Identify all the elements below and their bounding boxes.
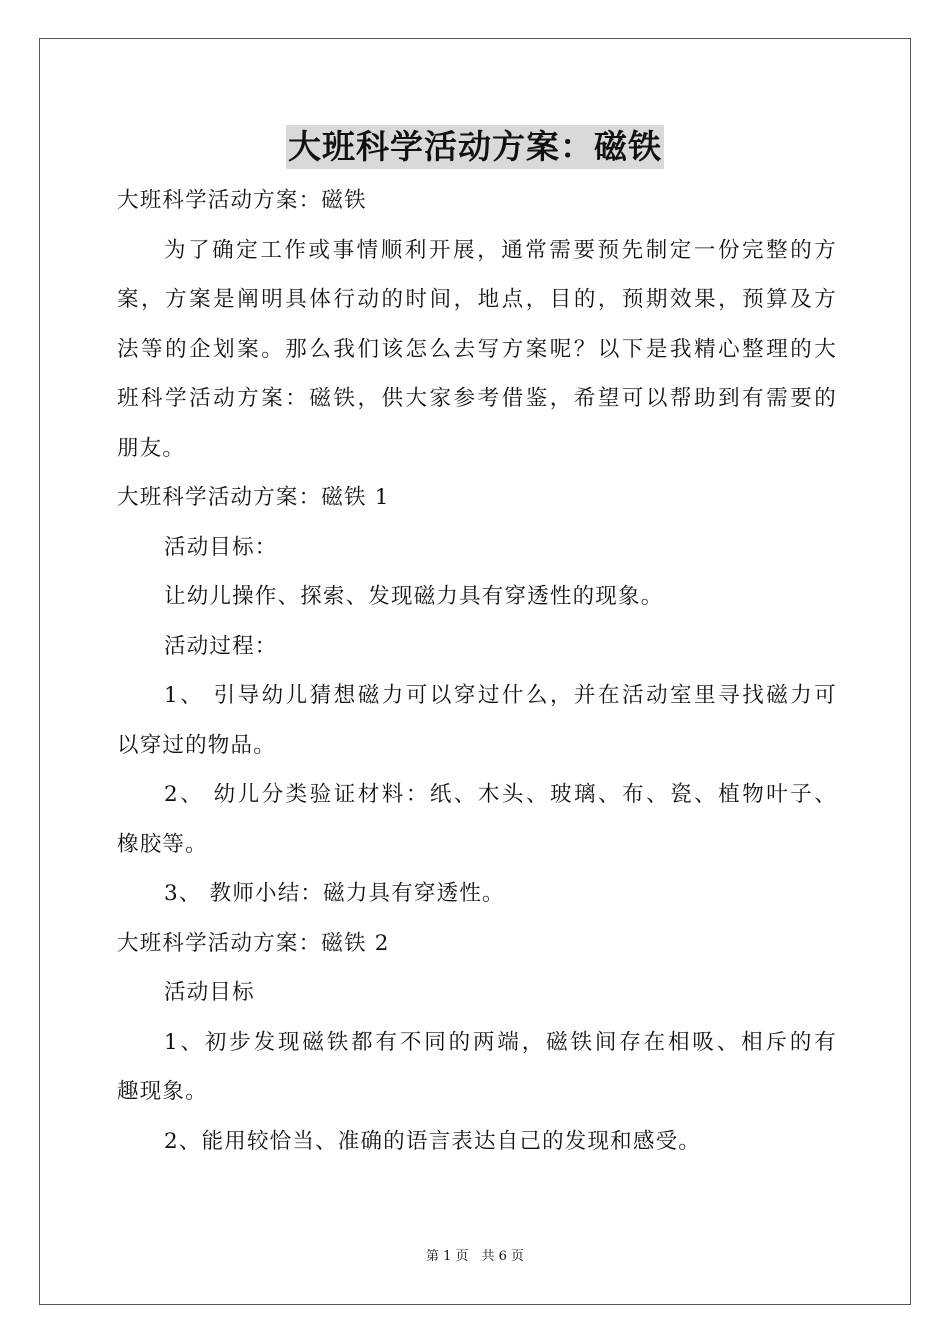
body-line: 活动过程： [164,633,278,659]
section-heading: 大班科学活动方案：磁铁 2 [117,930,390,956]
body-line: 以穿过的物品。 [117,732,276,758]
document-title: 大班科学活动方案：磁铁 [286,125,664,169]
body-line: 让幼儿操作、探索、发现磁力具有穿透性的现象。 [164,584,664,609]
body-line: 班科学活动方案：磁铁，供大家参考借鉴，希望可以帮助到有需要的 [117,386,837,411]
title-container [0,125,950,169]
body-line: 活动目标 [164,980,255,1005]
body-line: 2、能用较恰当、准确的语言表达自己的发现和感受。 [164,1128,701,1154]
document-body [117,176,837,1166]
body-line: 1、 引导幼儿猜想磁力可以穿过什么，并在活动室里寻找磁力可 [164,683,837,708]
body-line: 趣现象。 [117,1079,208,1104]
body-line: 朋友。 [117,435,186,461]
body-line: 案，方案是阐明具体行动的时间，地点，目的，预期效果，预算及方 [117,287,837,312]
section-heading: 大班科学活动方案：磁铁 1 [117,485,390,510]
body-line: 2、 幼儿分类验证材料：纸、木头、玻璃、布、瓷、植物叶子、 [164,782,837,807]
body-line: 为了确定工作或事情顺利开展，通常需要预先制定一份完整的方 [164,237,837,263]
body-line: 大班科学活动方案：磁铁 [117,188,367,213]
body-line: 3、 教师小结：磁力具有穿透性。 [164,881,505,906]
body-line: 橡胶等。 [117,831,208,857]
body-line: 活动目标： [164,534,278,560]
body-line: 1、初步发现磁铁都有不同的两端，磁铁间存在相吸、相斥的有 [164,1029,837,1055]
body-line: 法等的企划案。那么我们该怎么去写方案呢？以下是我精心整理的大 [117,336,837,362]
page-footer: 第 1 页 共 6 页 [425,1249,525,1264]
